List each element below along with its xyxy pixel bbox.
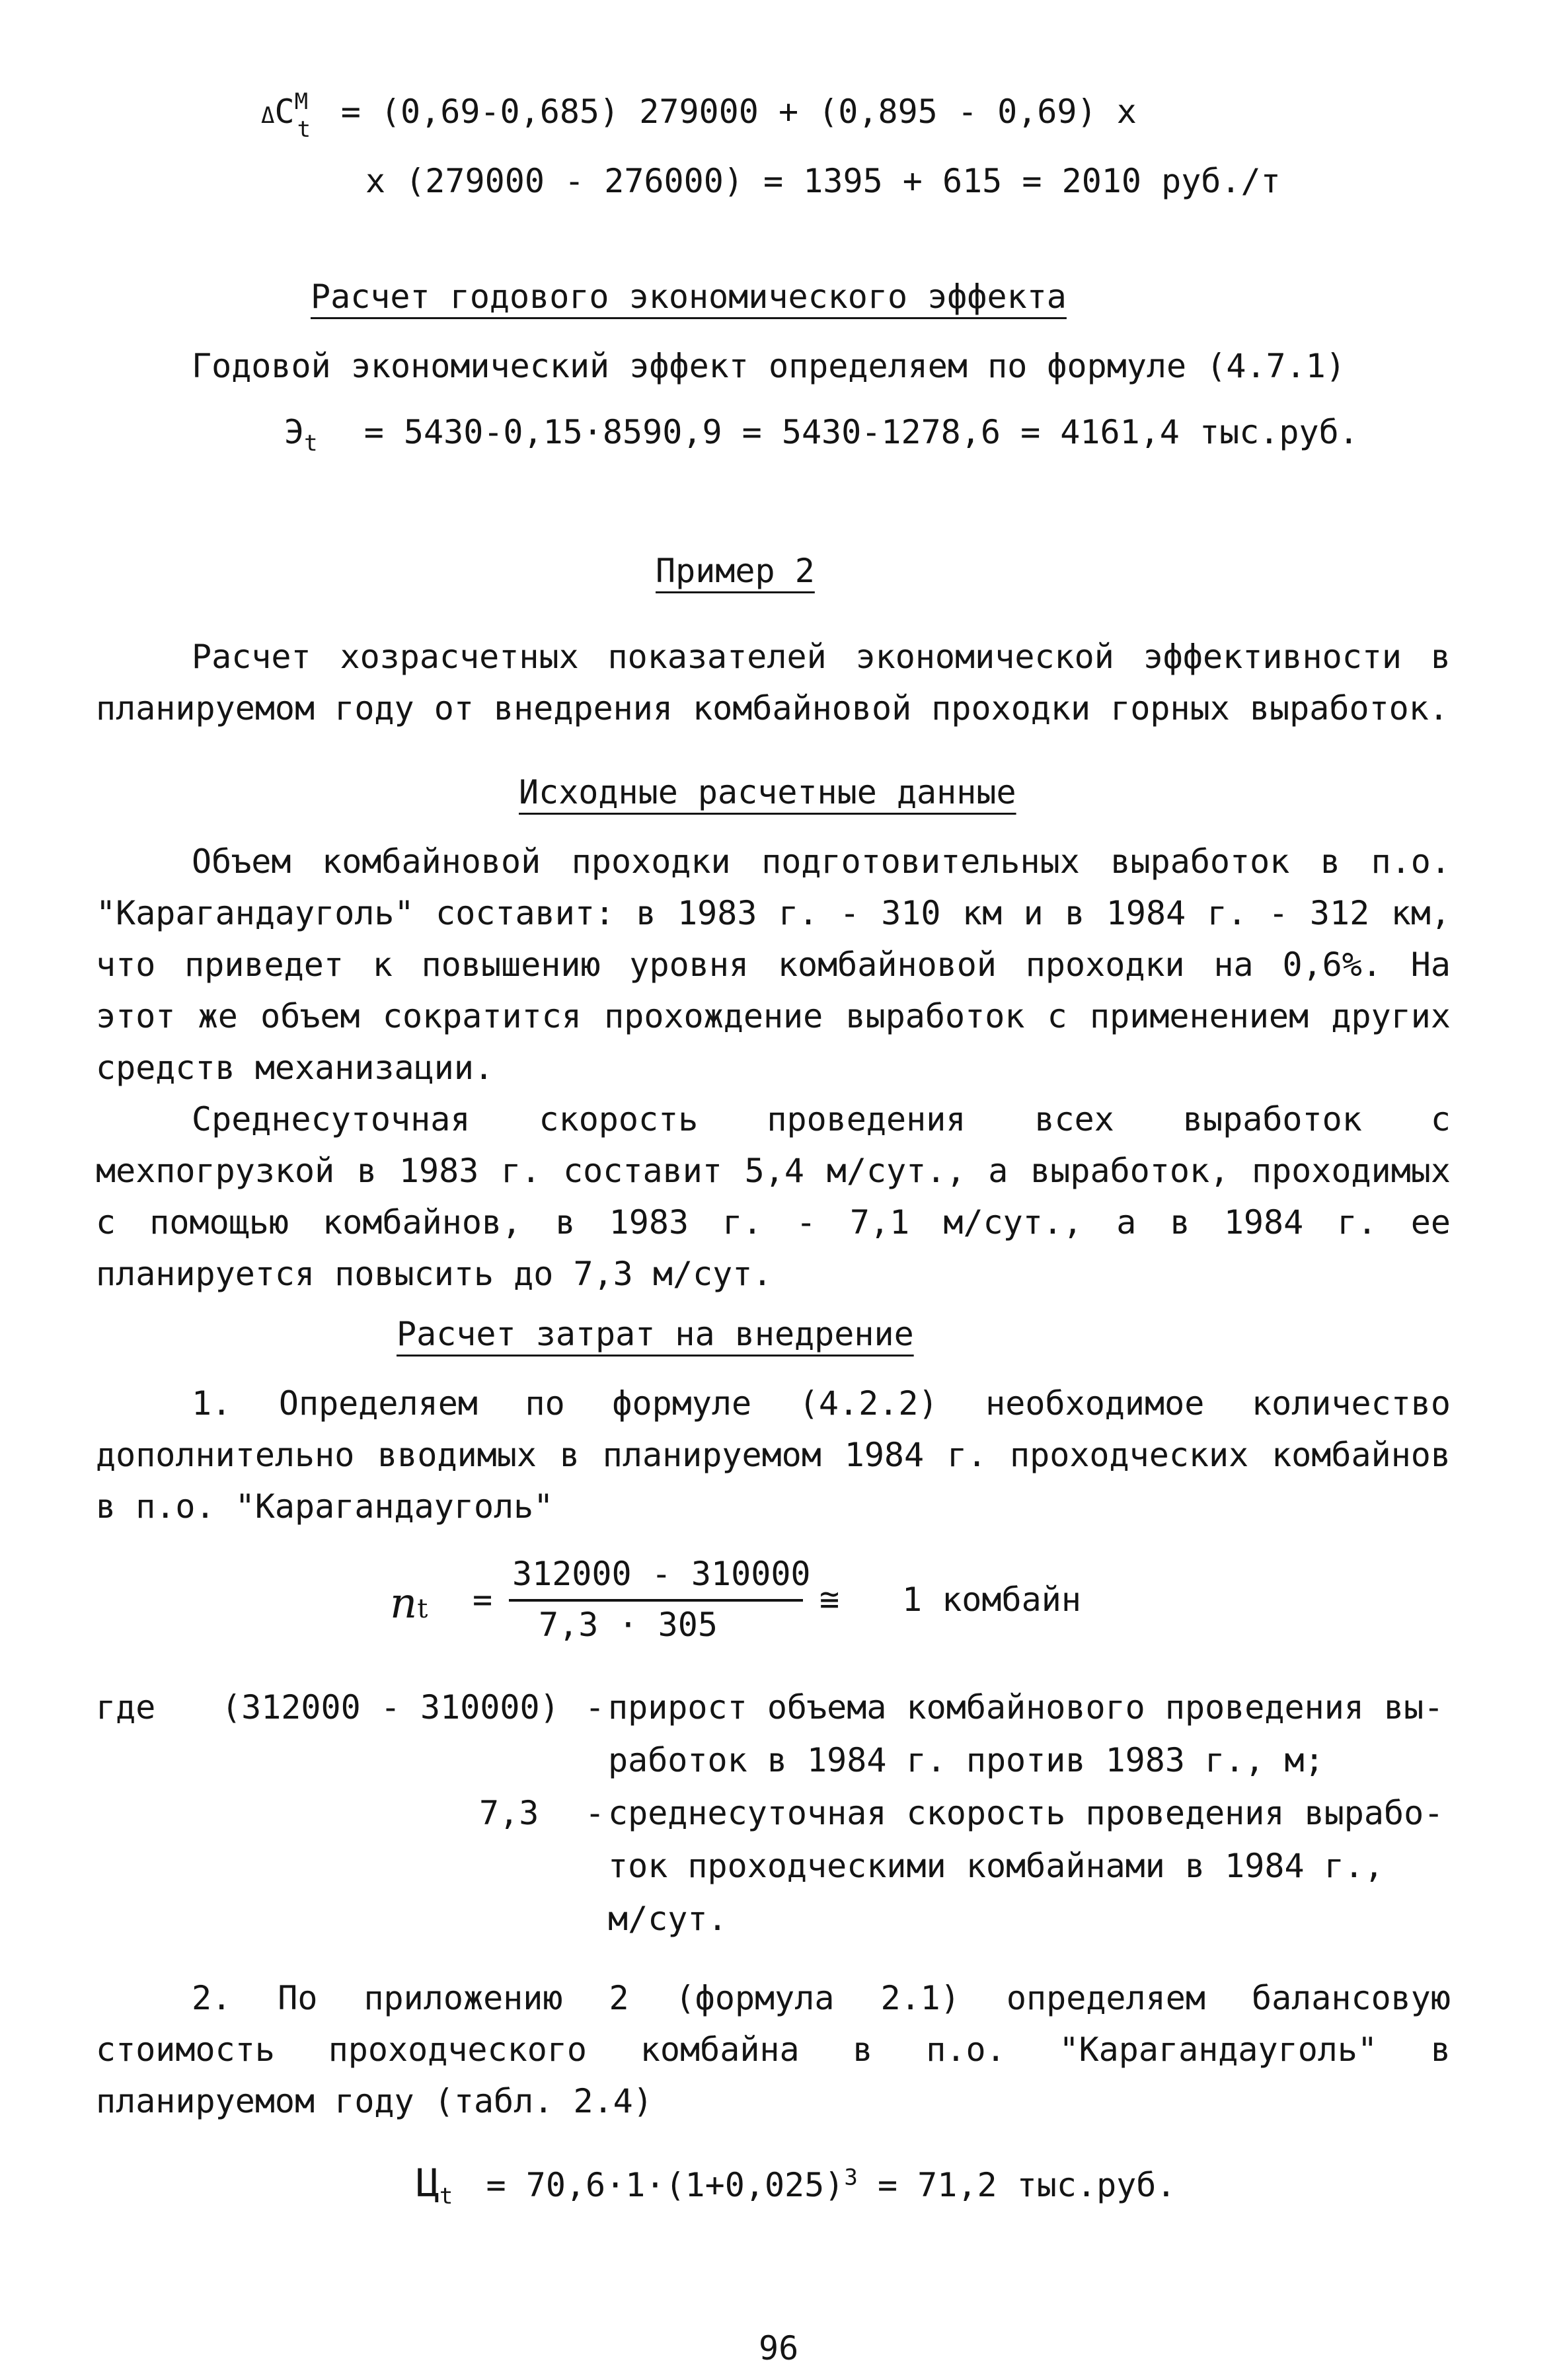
legend-desc-2-line2: ток проходческими комбайнами в 1984 г., [608, 1847, 1384, 1885]
cost-superscript: М [294, 89, 309, 115]
annual-effect-intro: Годовой экономический эффект определяем по формуле (4.7.1) [192, 347, 1346, 385]
cost-symbol: C [274, 93, 295, 131]
costs-heading: Расчет затрат на внедрение [397, 1315, 914, 1353]
legend-dash-1: - [585, 1688, 605, 1727]
price-expression-left: = 70,6·1·(1+0,025) [486, 2166, 845, 2204]
source-data-paragraph-1: Объем комбайновой проходки подготовительных выработок в п.о. "Карагандауголь" составит: в 1983 г. - 310 км и в 1984 г. - 312 км, что приведет к повышению уровня комбайновой проходки на 0,6%. На этот же объем сократится прохождение выработок с применением других средств механизации. [96, 842, 1451, 1087]
combines-numerator: 312000 - 310000 [512, 1555, 811, 1593]
effect-symbol: Э [284, 413, 305, 451]
step-2-text: 2. По приложению 2 (формула 2.1) определяем балансовую стоимость проходческого комбайна в п.о. "Карагандауголь" в планируемом году (табл. 2.4) [96, 1979, 1451, 2120]
delta-cost-formula-line2: x (279000 - 276000) = 1395 + 615 = 2010 руб./т [365, 162, 1281, 200]
source-data-paragraph-2: Среднесуточная скорость проведения всех выработок с мехпогрузкой в 1983 г. составит 5,4 м/сут., а выработок, проходимых с помощью комбайнов, в 1983 г. - 7,1 м/сут., а в 1984 г. ее планируется повысить до 7,3 м/сут. [96, 1100, 1451, 1293]
legend-term-1: (312000 - 310000) [221, 1688, 560, 1727]
combines-denominator: 7,3 · 305 [539, 1606, 718, 1644]
combines-approx: ≅ [819, 1580, 840, 1619]
effect-subscript: t [304, 430, 318, 457]
source-data-heading: Исходные расчетные данные [519, 773, 1016, 811]
example-description: Расчет хозрасчетных показателей экономической эффективности в планируемом году от внедрения комбайновой проходки горных выработок. [96, 638, 1451, 727]
combines-symbol: nt [390, 1579, 428, 1628]
annual-effect-heading: Расчет годового экономического эффекта [311, 278, 1067, 316]
step-1-text: 1. Определяем по формуле (4.2.2) необходимое количество дополнительно вводимых в планируемом 1984 г. проходческих комбайнов в п.о. "Карагандауголь" [96, 1384, 1451, 1526]
delta-cost-formula-line1 [261, 89, 1137, 143]
price-subscript: t [439, 2183, 453, 2210]
legend-desc-2-line3: м/сут. [608, 1900, 728, 1938]
legend-dash-2: - [585, 1794, 605, 1832]
legend-desc-1-line1: прирост объема комбайнового проведения вы- [608, 1688, 1444, 1727]
legend-where: где [96, 1688, 156, 1727]
price-symbol: Ц [416, 2161, 439, 2206]
legend-term-2: 7,3 [479, 1794, 539, 1832]
price-exponent: 3 [844, 2164, 858, 2191]
example-heading: Пример 2 [656, 552, 815, 590]
delta-cost-expression-1: = (0,69-0,685) 279000 + (0,895 - 0,69) x [340, 93, 1137, 131]
combines-equals: = [473, 1580, 493, 1619]
effect-expression: = 5430-0,15·8590,9 = 5430-1278,6 = 4161,4 тыс.руб. [363, 413, 1359, 451]
annual-effect-formula [284, 413, 1359, 457]
combines-subscript: t [417, 1594, 428, 1624]
legend-desc-1-line2: работок в 1984 г. против 1983 г., м; [608, 1741, 1324, 1779]
legend-desc-2-line1: среднесуточная скорость проведения вырабо- [608, 1794, 1444, 1832]
combines-fraction-bar [509, 1599, 803, 1602]
cost-subscript: t [297, 116, 311, 143]
price-expression-right: = 71,2 тыс.руб. [857, 2166, 1176, 2204]
price-formula [416, 2161, 1176, 2210]
delta-symbol: Δ [261, 102, 275, 129]
combines-result: 1 комбайн [902, 1580, 1081, 1619]
page-number: 96 [759, 2329, 799, 2367]
